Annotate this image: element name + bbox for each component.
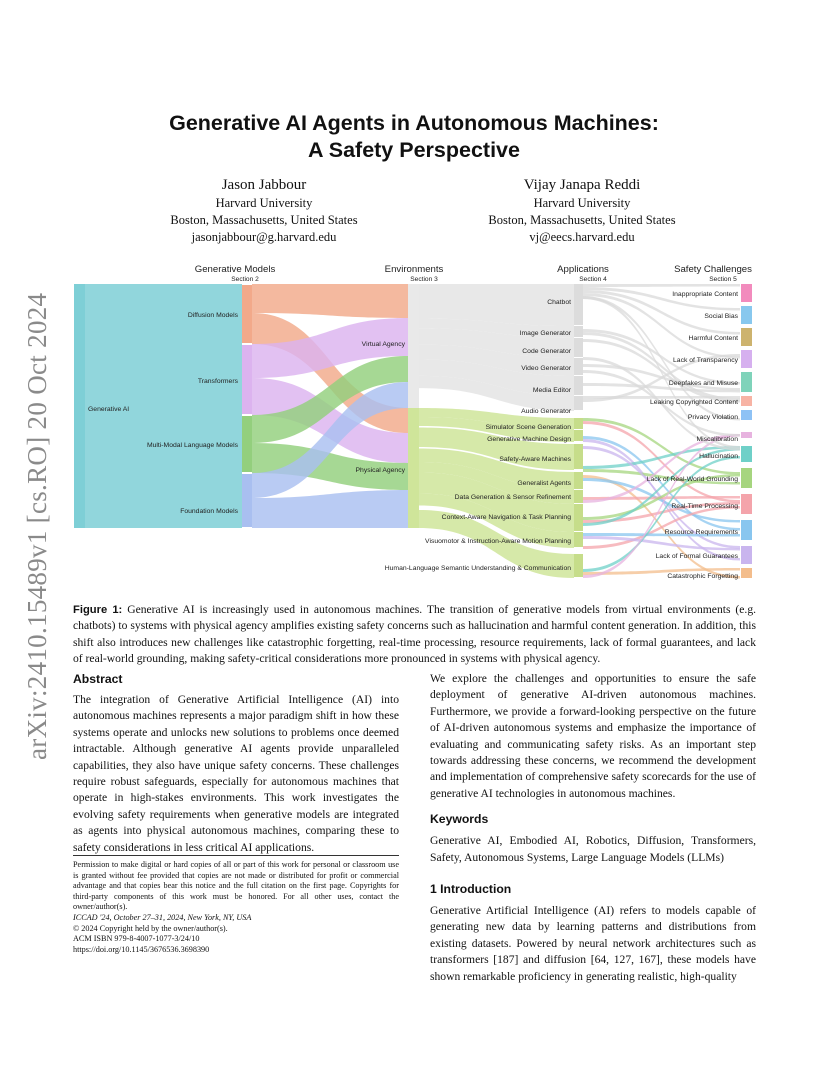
- model-node-bar: [242, 474, 252, 527]
- paper-title: [0, 110, 828, 164]
- author-name: Jason Jabbour: [221, 177, 307, 193]
- challenge-node-bar: [741, 546, 752, 564]
- source-node-label: Generative AI: [88, 406, 130, 413]
- permission-footnote: [73, 855, 399, 955]
- challenge-node-bar: [741, 350, 752, 368]
- challenge-node-bar: [741, 446, 752, 462]
- sankey-diagram: [0, 258, 828, 588]
- challenge-node-label: Hallucination: [699, 453, 738, 460]
- left-column: [73, 671, 399, 856]
- abstract-heading: Abstract: [73, 672, 123, 686]
- author-location: Boston, Massachusetts, United States: [488, 213, 676, 227]
- doi-line: https://doi.org/10.1145/3676536.3698390: [73, 944, 210, 954]
- application-node-label: Safety-Aware Machines: [499, 456, 571, 463]
- introduction-text: Generative Artificial Intelligence (AI) refers to models capable of generating new data by learning patterns and distributions from existing datasets. Powered by neural network architectures such as transformers [187] and diffusion [64, 127, 167], these models have shown remarkable proficiency in generating realistic, high-quality: [430, 904, 756, 983]
- challenge-node-label: Lack of Transparency: [673, 357, 738, 364]
- challenge-node-bar: [741, 410, 752, 420]
- application-node-label: Human-Language Semantic Understanding & Communication: [384, 565, 571, 572]
- challenge-node-label: Harmful Content: [688, 335, 738, 342]
- application-node-label: Generalist Agents: [517, 480, 571, 487]
- challenge-node-label: Miscalibration: [696, 436, 738, 443]
- model-node-bar: [242, 345, 252, 414]
- challenge-node-label: Deepfakes and Misuse: [668, 380, 738, 387]
- column-header-title: Safety Challenges: [674, 264, 752, 275]
- author-affiliation: Harvard University: [533, 196, 631, 210]
- challenge-node-bar: [741, 372, 752, 392]
- column-header-section: Section 2: [231, 276, 259, 283]
- application-node-bar: [574, 504, 583, 531]
- application-node-bar: [574, 418, 583, 429]
- permission-notice: Permission to make digital or hard copies of all or part of this work for personal or classroom use is granted without fee provided that copies are not made or distributed for profit or commercial advantage and that copies bear this notice and the full citation on the first page. Copyrights for third-party components of this work must be honored. For all other uses, contact the owner/author(s).: [73, 860, 399, 912]
- environment-node-virtual: [408, 284, 419, 408]
- environment-node-label: Virtual Agency: [361, 341, 405, 348]
- application-node-label: Media Editor: [532, 387, 571, 394]
- challenge-node-label: Social Bias: [704, 313, 738, 320]
- flow-application-to-challenge: [583, 339, 740, 403]
- flow-source-to-model: [85, 473, 242, 528]
- isbn-line: ACM ISBN 979-8-4007-1077-3/24/10: [73, 934, 200, 944]
- column-header-section: Section 4: [579, 276, 607, 283]
- keywords-text: Generative AI, Embodied AI, Robotics, Diffusion, Transformers, Safety, Autonomous Systems, Large Language Models (LLMs): [430, 834, 756, 864]
- environment-node-label: Physical Agency: [355, 467, 405, 474]
- abstract-continued: We explore the challenges and opportunities to ensure the safe deployment of generative AI-driven autonomous machines. Furthermore, we provide a forward-looking perspective on the future of AI-driven autonomous systems and emphasize the importance of evaluating and communicating safety risks. As an important step towards addressing these concerns, we recommend the development and implementation of comprehensive safety scorecards for the use of generative AI technologies in autonomous machines.: [430, 672, 756, 800]
- challenge-node-bar: [741, 328, 752, 346]
- caption-label: Figure 1:: [73, 604, 123, 616]
- challenge-node-bar: [741, 284, 752, 302]
- column-header-title: Environments: [384, 264, 444, 275]
- flow-model-to-virtual: [252, 284, 408, 318]
- application-node-label: Visuomotor & Instruction-Aware Motion Planning: [425, 538, 571, 545]
- model-node-bar: [242, 285, 252, 343]
- application-node-label: Chatbot: [547, 299, 571, 306]
- keywords-heading: Keywords: [430, 812, 489, 827]
- author-name: Vijay Janapa Reddi: [523, 177, 641, 193]
- challenge-node-label: Resource Requirements: [664, 529, 738, 536]
- column-header-section: Section 3: [410, 276, 438, 283]
- challenge-node-label: Real-Time Processing: [671, 503, 738, 510]
- application-node-label: Video Generator: [521, 365, 571, 372]
- caption-text: Generative AI is increasingly used in autonomous machines. The transition of generative models from virtual environments (e.g. chatbots) to systems with physical agency amplifies existing safety concerns such as hallucination and harmful content generation. In addition, this shift also introduces new challenges like catastrophic forgetting, real-time processing, resource requirements, lack of formal guarantees, and lack of real-world grounding, making safety-critical considerations more pronounced in systems with physical agency.: [73, 603, 757, 666]
- column-header-title: Generative Models: [194, 264, 276, 275]
- title-line-2: A Safety Perspective: [308, 138, 520, 162]
- abstract-text: The integration of Generative Artificial Intelligence (AI) into autonomous machines represents a major paradigm shift in how these systems operate and unlocks new solutions to problems once deemed intractable. Although generative AI agents provide unparalleled capabilities, they also have unique safety concerns. These challenges require robust safeguards, especially for autonomous machines that operate in high-stakes environments. This work investigates the evolving safety requirements when generative models are integrated as agents into physical autonomous machines, comparing these to safety considerations in less critical AI applications.: [73, 693, 399, 854]
- challenge-node-bar: [741, 468, 752, 488]
- copyright-line: © 2024 Copyright held by the owner/author(s).: [73, 923, 228, 933]
- application-node-bar: [574, 490, 583, 503]
- challenge-node-bar: [741, 520, 752, 540]
- application-node-bar: [574, 396, 583, 410]
- introduction-heading: 1 Introduction: [430, 882, 512, 897]
- application-node-bar: [574, 326, 583, 337]
- application-node-bar: [574, 532, 583, 547]
- author-block-1: [114, 176, 414, 246]
- venue-line: ICCAD '24, October 27–31, 2024, New York, NY, USA: [73, 912, 252, 922]
- flow-model-to-physical: [252, 490, 408, 528]
- flow-application-to-challenge: [583, 284, 740, 287]
- application-node-bar: [574, 358, 583, 375]
- challenge-node-label: Inappropriate Content: [672, 291, 738, 298]
- challenge-node-bar: [741, 396, 752, 406]
- application-node-bar: [574, 444, 583, 469]
- author-affiliation: Harvard University: [215, 196, 313, 210]
- challenge-node-bar: [741, 494, 752, 514]
- challenge-node-bar: [741, 306, 752, 324]
- challenge-node-label: Privacy Violation: [687, 414, 738, 421]
- column-header-section: Section 5: [709, 276, 737, 283]
- application-node-bar: [574, 430, 583, 441]
- application-node-label: Audio Generator: [521, 408, 571, 415]
- environment-node-physical: [408, 408, 419, 528]
- application-node-bar: [574, 554, 583, 577]
- challenge-node-label: Lack of Formal Guarantees: [655, 553, 738, 560]
- challenge-node-label: Catastrophic Forgetting: [667, 573, 738, 580]
- application-node-label: Generative Machine Design: [487, 436, 571, 443]
- model-node-label: Diffusion Models: [187, 312, 238, 319]
- model-node-label: Foundation Models: [180, 508, 238, 515]
- challenge-node-bar: [741, 568, 752, 578]
- application-node-label: Code Generator: [522, 348, 571, 355]
- model-node-bar: [242, 416, 252, 472]
- author-location: Boston, Massachusetts, United States: [170, 213, 358, 227]
- application-node-bar: [574, 472, 583, 489]
- title-line-1: Generative AI Agents in Autonomous Machines:: [169, 111, 659, 135]
- challenge-node-bar: [741, 432, 752, 438]
- right-column: [430, 671, 756, 985]
- challenge-node-label: Lack of Real-World Grounding: [646, 476, 738, 483]
- model-node-label: Multi-Modal Language Models: [146, 442, 238, 449]
- application-node-bar: [574, 284, 583, 325]
- figure-caption: [73, 602, 756, 668]
- application-node-label: Image Generator: [519, 330, 571, 337]
- author-email: jasonjabbour@g.harvard.edu: [191, 230, 337, 244]
- application-node-bar: [574, 338, 583, 357]
- arxiv-identifier-stamp: arXiv:2410.15489v1 [cs.RO] 20 Oct 2024: [22, 292, 52, 760]
- application-node-bar: [574, 376, 583, 395]
- model-node-label: Transformers: [197, 378, 238, 385]
- source-node-bar: [74, 284, 85, 528]
- column-header-title: Applications: [557, 264, 609, 275]
- challenge-node-label: Leaking Copyrighted Content: [649, 399, 738, 406]
- author-email: vj@eecs.harvard.edu: [529, 230, 635, 244]
- application-node-label: Data Generation & Sensor Refinement: [454, 494, 571, 501]
- application-node-label: Simulator Scene Generation: [485, 424, 571, 431]
- application-node-label: Context-Aware Navigation & Task Planning: [441, 514, 571, 521]
- sankey-figure: [0, 258, 828, 588]
- author-block-2: [432, 176, 732, 246]
